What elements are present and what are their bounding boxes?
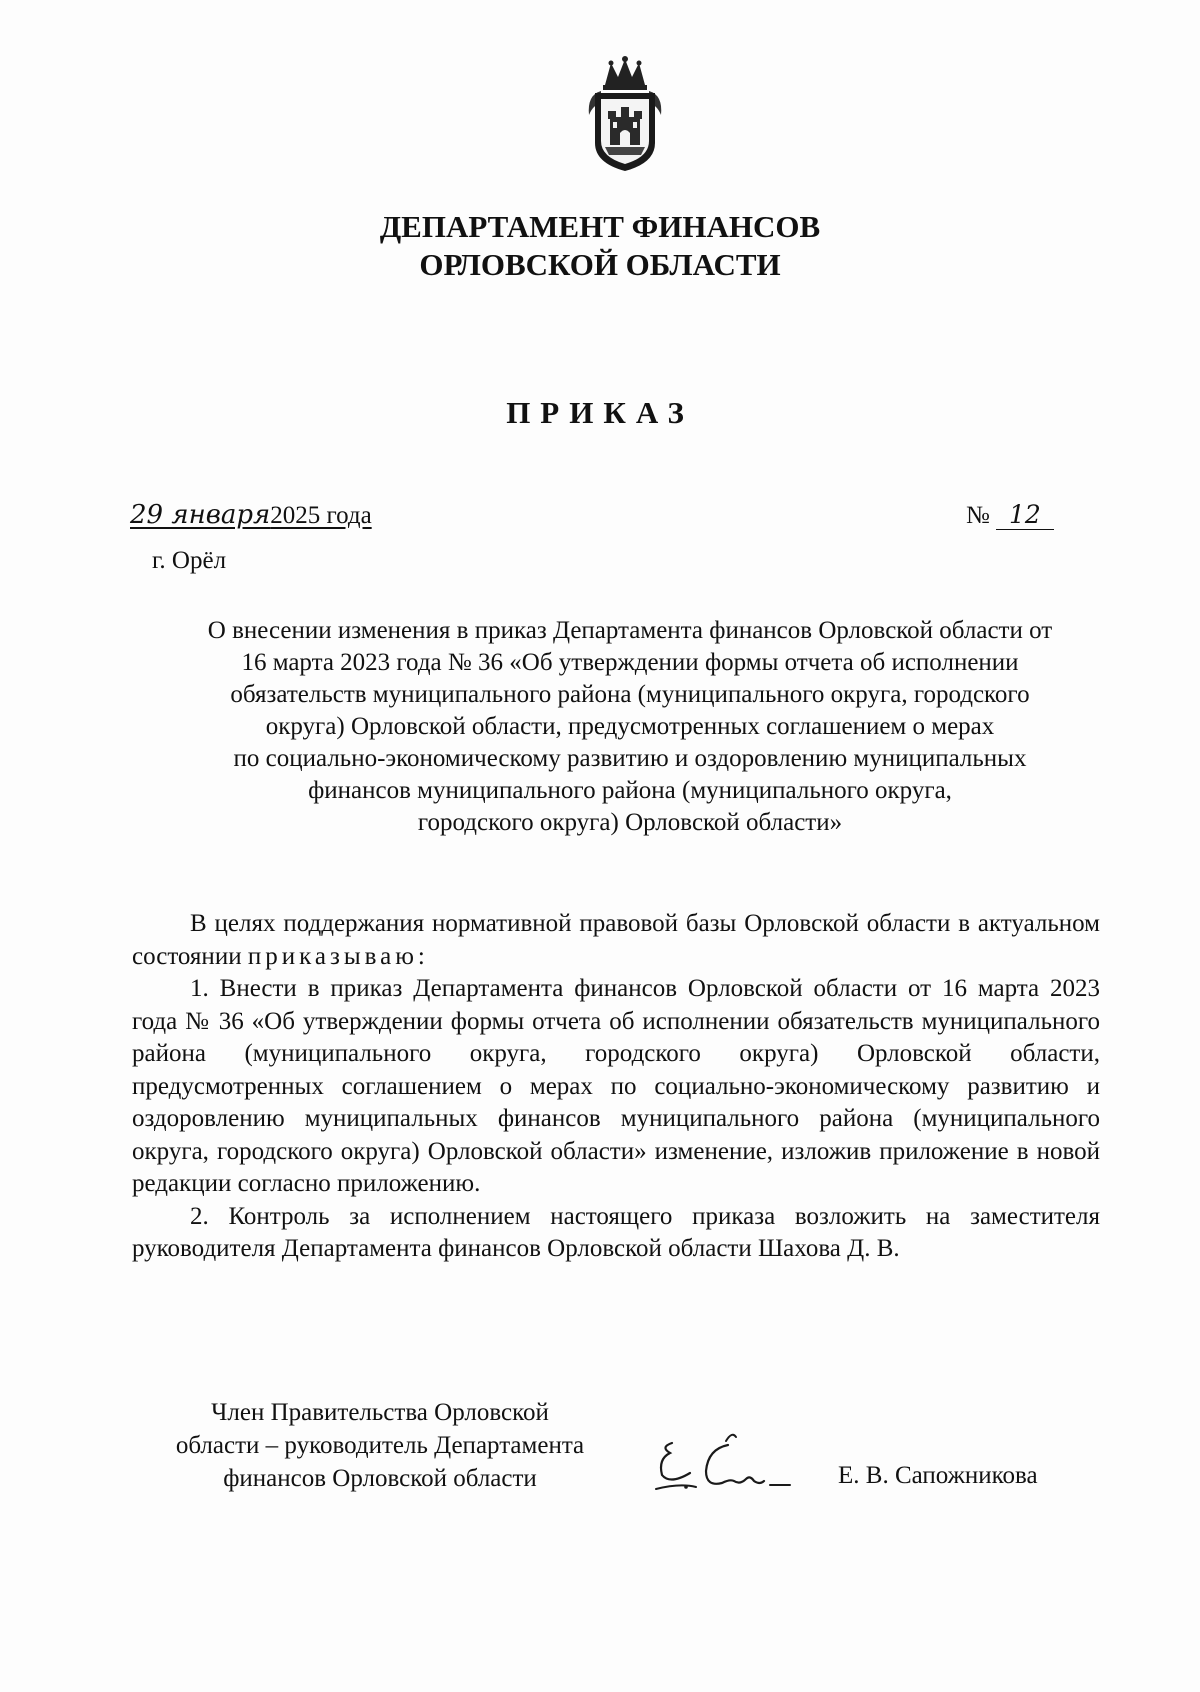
subject-line: городского округа) Орловской области» [417, 809, 843, 836]
document-body [132, 908, 1100, 1266]
body-intro [132, 908, 1100, 973]
document-subject [150, 615, 1110, 839]
date-handwritten: 29 января [130, 500, 271, 530]
organization-title-line2: ОРЛОВСКОЙ ОБЛАСТИ [419, 247, 781, 282]
subject-line: О внесении изменения в приказ Департамента финансов Орловской области от [207, 617, 1053, 644]
number-label: № [966, 502, 990, 529]
signatory-position-line3: финансов Орловской области [223, 1465, 537, 1492]
signatory-position-line2: области – руководитель Департамента [175, 1432, 585, 1459]
coat-of-arms-icon [583, 55, 667, 175]
subject-line: финансов муниципального района (муниципального округа, [308, 777, 952, 804]
subject-line: округа) Орловской области, предусмотренных соглашением о мерах [265, 713, 995, 740]
handwritten-signature [650, 1425, 800, 1505]
body-item-1: 1. Внести в приказ Департамента финансов Орловской области от 16 марта 2023 года № 36 «Об утверждении формы отчета об исполнении обязательств муниципального района (муниципального округа, городского округа) Орловской области, предусмотренных соглашением о мерах по социально-экономическому развитию и оздоровлению муниципальных финансов муниципального района (муниципального округа, городского округа) Орловской области» изменение, изложив приложение в новой редакции согласно приложению. [132, 975, 1100, 1197]
document-city: г. Орёл [152, 547, 227, 574]
document-date-underlined [130, 502, 372, 529]
date-printed: 2025 года [270, 502, 372, 529]
document-date [130, 500, 372, 530]
body-intro-keyword: приказываю: [247, 942, 429, 970]
signatory-position-line1: Член Правительства Орловской [211, 1399, 549, 1426]
body-item-2: 2. Контроль за исполнением настоящего приказа возложить на заместителя руководителя Департамента финансов Орловской области Шахова Д. В. [132, 1202, 1100, 1262]
subject-line: по социально-экономическому развитию и оздоровлению муниципальных [233, 745, 1027, 772]
signatory-name: Е. В. Сапожникова [838, 1462, 1038, 1489]
body-intro-text: В целях поддержания нормативной правовой базы Орловской области в актуальном состоянии [132, 910, 1100, 970]
document-type-title: ПРИКАЗ [506, 395, 694, 430]
subject-line: 16 марта 2023 года № 36 «Об утверждении формы отчета об исполнении [241, 649, 1019, 676]
number-value: 12 [996, 500, 1054, 530]
organization-title [0, 208, 1200, 284]
document-number [966, 500, 1054, 530]
organization-title-line1: ДЕПАРТАМЕНТ ФИНАНСОВ [379, 209, 821, 244]
subject-line: обязательств муниципального района (муниципального округа, городского [230, 681, 1030, 708]
signatory-position [140, 1396, 620, 1495]
